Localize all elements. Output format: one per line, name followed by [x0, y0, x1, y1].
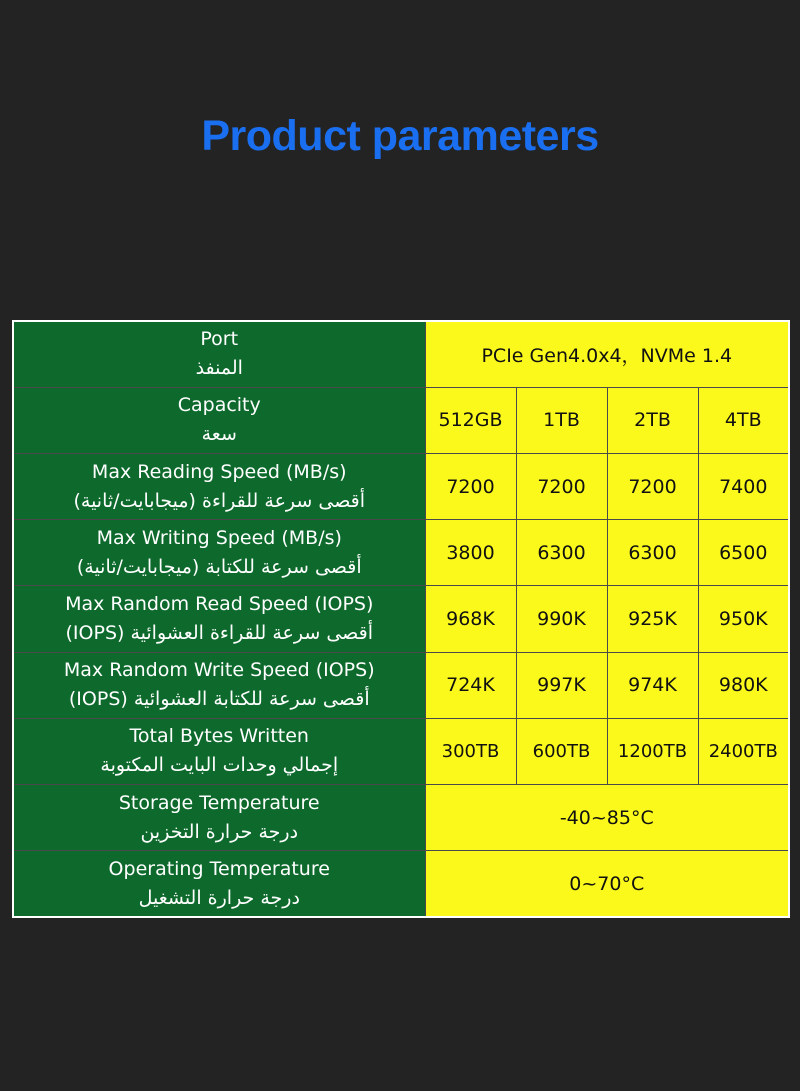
value-cell: 968K — [425, 586, 516, 652]
label-en: Port — [200, 328, 239, 351]
page-title: Product parameters — [201, 112, 599, 160]
label-en: Storage Temperature — [118, 791, 320, 814]
value-cell: 7200 — [425, 453, 516, 519]
row-label — [13, 851, 425, 917]
value-cell: 600TB — [516, 718, 607, 784]
label-ar: درجة حرارة التشغيل — [138, 886, 300, 909]
label-en: Max Writing Speed (MB/s) — [96, 526, 342, 549]
value-cell: 512GB — [425, 387, 516, 453]
label-ar: أقصى سرعة للقراءة العشوائية (IOPS) — [65, 621, 373, 644]
label-en: Operating Temperature — [108, 857, 330, 880]
label-en: Max Reading Speed (MB/s) — [91, 460, 347, 483]
row-storage-temperature — [13, 785, 789, 851]
row-port — [13, 321, 789, 387]
value-cell: 2400TB — [698, 718, 789, 784]
parameters-table — [12, 320, 790, 918]
row-max-reading-speed — [13, 453, 789, 519]
value-cell: 300TB — [425, 718, 516, 784]
row-capacity — [13, 387, 789, 453]
value-cell: PCIe Gen4.0x4，NVMe 1.4 — [425, 321, 789, 387]
value-cell: 1200TB — [607, 718, 698, 784]
value-cell: 925K — [607, 586, 698, 652]
value-cell: 724K — [425, 652, 516, 718]
row-operating-temperature — [13, 851, 789, 917]
label-ar: المنفذ — [195, 357, 243, 380]
value-cell: 7200 — [607, 453, 698, 519]
row-label — [13, 652, 425, 718]
label-ar: إجمالي وحدات البايت المكتوبة — [100, 754, 339, 777]
value-cell: 1TB — [516, 387, 607, 453]
value-cell: 2TB — [607, 387, 698, 453]
row-label — [13, 453, 425, 519]
label-ar: درجة حرارة التخزين — [140, 820, 299, 843]
label-en: Capacity — [177, 394, 261, 417]
value-cell: 6500 — [698, 520, 789, 586]
row-label — [13, 321, 425, 387]
value-cell: 7200 — [516, 453, 607, 519]
label-en: Max Random Write Speed (IOPS) — [63, 659, 375, 682]
value-cell: 7400 — [698, 453, 789, 519]
row-label — [13, 785, 425, 851]
value-cell: 974K — [607, 652, 698, 718]
label-ar: أقصى سرعة للكتابة العشوائية (IOPS) — [68, 688, 370, 711]
value-cell: 4TB — [698, 387, 789, 453]
value-cell: 6300 — [516, 520, 607, 586]
label-en: Total Bytes Written — [129, 725, 309, 748]
value-cell: 6300 — [607, 520, 698, 586]
value-cell: 990K — [516, 586, 607, 652]
value-cell: 980K — [698, 652, 789, 718]
value-cell: -40~85°C — [425, 785, 789, 851]
row-total-bytes-written — [13, 718, 789, 784]
value-cell: 3800 — [425, 520, 516, 586]
label-ar: أقصى سرعة للكتابة (ميجابايت/ثانية) — [76, 555, 362, 578]
row-label — [13, 387, 425, 453]
row-label — [13, 718, 425, 784]
row-max-random-write — [13, 652, 789, 718]
value-cell: 0~70°C — [425, 851, 789, 917]
label-en: Max Random Read Speed (IOPS) — [65, 592, 374, 615]
value-cell: 950K — [698, 586, 789, 652]
value-cell: 997K — [516, 652, 607, 718]
label-ar: سعة — [201, 423, 237, 446]
row-label — [13, 520, 425, 586]
row-max-writing-speed — [13, 520, 789, 586]
row-max-random-read — [13, 586, 789, 652]
label-ar: أقصى سرعة للقراءة (ميجابايت/ثانية) — [73, 489, 366, 512]
row-label — [13, 586, 425, 652]
